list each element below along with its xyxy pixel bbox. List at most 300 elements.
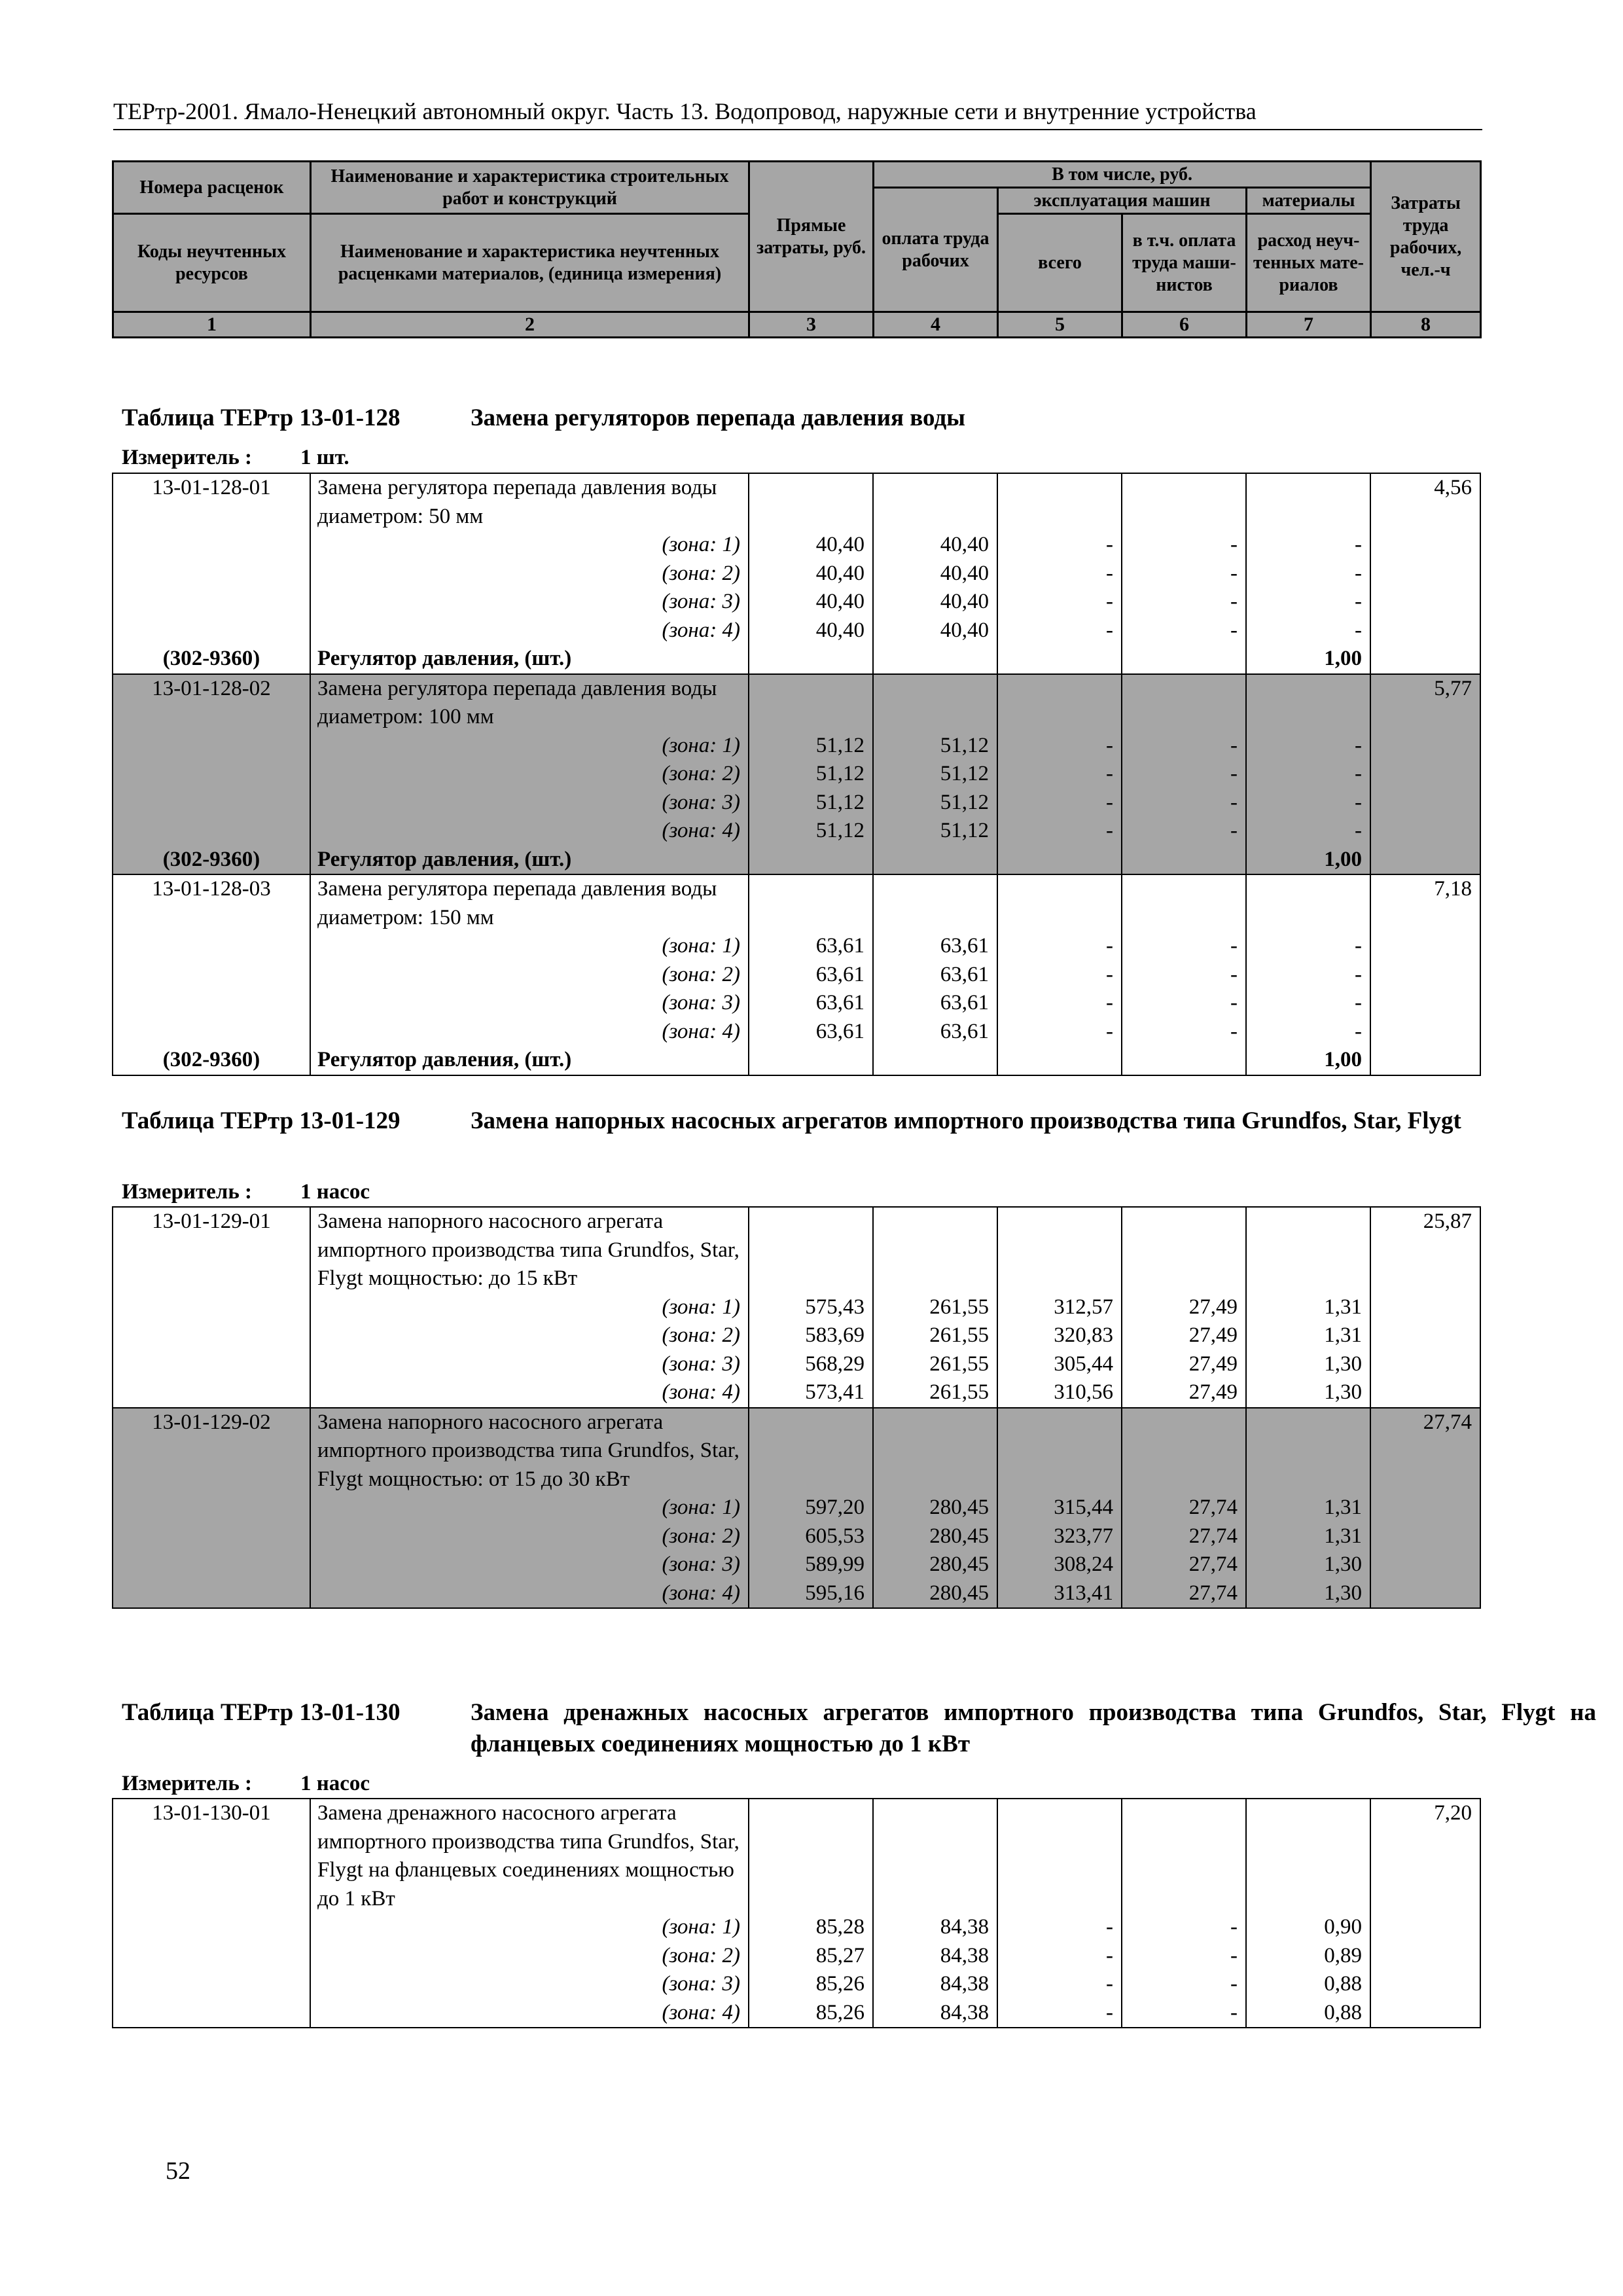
zone-label: (зона: 3): [310, 1350, 749, 1379]
col-number: 2: [311, 312, 749, 338]
empty-cell: [113, 1293, 310, 1322]
zone-row: [113, 560, 1480, 588]
empty-cell: [1370, 1579, 1480, 1609]
direct-cost: 63,61: [749, 989, 873, 1018]
zone-row: [113, 1350, 1480, 1379]
rate-row: [113, 674, 1480, 732]
worker-wages: 40,40: [873, 560, 997, 588]
labor-cost: 25,87: [1370, 1207, 1480, 1293]
table-id: Таблица ТЕРтр 13-01-128: [122, 404, 401, 431]
col4-header: оплата труда рабочих: [874, 188, 998, 312]
machines-total: 310,56: [997, 1378, 1122, 1408]
machinist-wages: -: [1122, 1999, 1246, 2028]
table-name: Замена дренажных насосных агрегатов импортного производства типа Grundfos, Star, Flygt на фланцевых соединениях мощностью до 1 кВт: [471, 1699, 1596, 1757]
measure-value: 1 насос: [300, 1772, 370, 1795]
machinist-wages: -: [1122, 789, 1246, 817]
materials-cost: -: [1246, 732, 1370, 761]
empty-cell: [1122, 1799, 1246, 1913]
empty-cell: [113, 1913, 310, 1942]
materials-cost: 0,89: [1246, 1942, 1370, 1971]
materials-cost: 1,31: [1246, 1293, 1370, 1322]
empty-cell: [873, 674, 997, 732]
empty-cell: [1370, 1293, 1480, 1322]
measure-unit: [122, 444, 349, 471]
machines-total: -: [997, 1018, 1122, 1047]
materials-cost: 1,30: [1246, 1350, 1370, 1379]
measure-unit: [122, 1179, 370, 1205]
machines-total: 315,44: [997, 1494, 1122, 1522]
direct-cost: 51,12: [749, 732, 873, 761]
direct-cost: 51,12: [749, 789, 873, 817]
zone-label: (зона: 4): [310, 1018, 749, 1047]
zone-label: (зона: 2): [310, 1321, 749, 1350]
worker-wages: 261,55: [873, 1350, 997, 1379]
machines-total: -: [997, 817, 1122, 846]
machines-total: -: [997, 1913, 1122, 1942]
zone-label: (зона: 3): [310, 989, 749, 1018]
zone-row: [113, 732, 1480, 761]
machinist-wages: -: [1122, 588, 1246, 617]
empty-cell: [749, 473, 873, 531]
empty-cell: [997, 874, 1122, 932]
empty-cell: [749, 1207, 873, 1293]
machinist-wages: 27,74: [1122, 1579, 1246, 1609]
machines-total: -: [997, 617, 1122, 645]
direct-cost: 51,12: [749, 760, 873, 789]
resource-name: Регулятор давления, (шт.): [310, 645, 749, 674]
worker-wages: 40,40: [873, 531, 997, 560]
materials-cost: 1,30: [1246, 1378, 1370, 1408]
machinist-wages: 27,49: [1122, 1378, 1246, 1408]
machines-total: -: [997, 789, 1122, 817]
machines-total: 313,41: [997, 1579, 1122, 1609]
resource-row: [113, 846, 1480, 875]
empty-cell: [1370, 1522, 1480, 1551]
materials-cost: 1,31: [1246, 1522, 1370, 1551]
worker-wages: 261,55: [873, 1321, 997, 1350]
direct-cost: 597,20: [749, 1494, 873, 1522]
worker-wages: 280,45: [873, 1551, 997, 1579]
zone-label: (зона: 3): [310, 789, 749, 817]
materials-cost: -: [1246, 789, 1370, 817]
table-id: Таблица ТЕРтр 13-01-130: [122, 1699, 401, 1726]
empty-cell: [113, 932, 310, 961]
direct-cost: 583,69: [749, 1321, 873, 1350]
empty-cell: [1370, 732, 1480, 761]
measure-unit: [122, 1770, 370, 1797]
empty-cell: [873, 1408, 997, 1494]
empty-cell: [113, 531, 310, 560]
col-number: 6: [1122, 312, 1247, 338]
empty-cell: [997, 473, 1122, 531]
page-number: 52: [166, 2157, 190, 2185]
empty-cell: [1370, 645, 1480, 674]
col-number: 4: [874, 312, 998, 338]
empty-cell: [1122, 1046, 1246, 1075]
table-id: Таблица ТЕРтр 13-01-129: [122, 1107, 401, 1134]
zone-label: (зона: 2): [310, 760, 749, 789]
empty-cell: [873, 874, 997, 932]
empty-cell: [1122, 1207, 1246, 1293]
rate-code: 13-01-128-01: [113, 473, 310, 531]
table-name: Замена напорных насосных агрегатов импортного производства типа Grundfos, Star, Flygt: [471, 1107, 1461, 1134]
empty-cell: [113, 817, 310, 846]
materials-cost: 0,88: [1246, 1999, 1370, 2028]
rate-row: [113, 1408, 1480, 1494]
worker-wages: 84,38: [873, 1999, 997, 2028]
measure-value: 1 шт.: [300, 446, 349, 469]
direct-cost: 40,40: [749, 617, 873, 645]
worker-wages: 63,61: [873, 932, 997, 961]
direct-cost: 605,53: [749, 1522, 873, 1551]
direct-cost: 85,27: [749, 1942, 873, 1971]
machines-total: -: [997, 560, 1122, 588]
zone-label: (зона: 3): [310, 1970, 749, 1999]
machines-total: -: [997, 760, 1122, 789]
zone-row: [113, 1321, 1480, 1350]
materials-cost: 1,31: [1246, 1494, 1370, 1522]
machinist-wages: -: [1122, 1970, 1246, 1999]
resource-quantity: 1,00: [1246, 846, 1370, 875]
machinist-wages: 27,49: [1122, 1321, 1246, 1350]
resource-quantity: 1,00: [1246, 1046, 1370, 1075]
col5-header: всего: [998, 214, 1122, 312]
empty-cell: [749, 645, 873, 674]
labor-cost: 7,20: [1370, 1799, 1480, 1913]
machines-total: 323,77: [997, 1522, 1122, 1551]
resource-row: [113, 645, 1480, 674]
empty-cell: [1370, 1999, 1480, 2028]
direct-cost: 589,99: [749, 1551, 873, 1579]
empty-cell: [749, 674, 873, 732]
empty-cell: [1122, 874, 1246, 932]
materials-cost: -: [1246, 932, 1370, 961]
empty-cell: [873, 645, 997, 674]
materials-header: материалы: [1247, 188, 1371, 214]
materials-cost: 1,30: [1246, 1579, 1370, 1609]
col-number: 1: [113, 312, 311, 338]
col-number: 5: [998, 312, 1122, 338]
empty-cell: [1370, 789, 1480, 817]
zone-row: [113, 531, 1480, 560]
machines-header: эксплуатация машин: [998, 188, 1247, 214]
machinist-wages: -: [1122, 617, 1246, 645]
direct-cost: 85,28: [749, 1913, 873, 1942]
resource-code: (302-9360): [113, 846, 310, 875]
empty-cell: [1370, 1321, 1480, 1350]
machinist-wages: -: [1122, 817, 1246, 846]
zone-label: (зона: 2): [310, 961, 749, 990]
worker-wages: 261,55: [873, 1293, 997, 1322]
empty-cell: [1370, 1018, 1480, 1047]
zone-row: [113, 588, 1480, 617]
machines-total: 312,57: [997, 1293, 1122, 1322]
table-name: Замена регуляторов перепада давления воды: [471, 404, 966, 431]
worker-wages: 261,55: [873, 1378, 997, 1408]
empty-cell: [113, 1551, 310, 1579]
machinist-wages: -: [1122, 1018, 1246, 1047]
machinist-wages: -: [1122, 1913, 1246, 1942]
zone-label: (зона: 4): [310, 1999, 749, 2028]
materials-cost: -: [1246, 531, 1370, 560]
empty-cell: [1246, 674, 1370, 732]
resource-name: Регулятор давления, (шт.): [310, 1046, 749, 1075]
resource-quantity: 1,00: [1246, 645, 1370, 674]
empty-cell: [113, 560, 310, 588]
rate-row: [113, 1799, 1480, 1913]
worker-wages: 51,12: [873, 817, 997, 846]
direct-cost: 568,29: [749, 1350, 873, 1379]
worker-wages: 51,12: [873, 789, 997, 817]
direct-cost: 85,26: [749, 1970, 873, 1999]
zone-label: (зона: 1): [310, 531, 749, 560]
empty-cell: [1370, 961, 1480, 990]
empty-cell: [113, 961, 310, 990]
zone-label: (зона: 1): [310, 1293, 749, 1322]
empty-cell: [749, 1408, 873, 1494]
zone-row: [113, 961, 1480, 990]
empty-cell: [1370, 531, 1480, 560]
empty-cell: [873, 1207, 997, 1293]
worker-wages: 40,40: [873, 617, 997, 645]
empty-cell: [113, 1018, 310, 1047]
resource-row: [113, 1046, 1480, 1075]
header-rule: [113, 129, 1482, 130]
machinist-wages: -: [1122, 732, 1246, 761]
machinist-wages: 27,49: [1122, 1350, 1246, 1379]
empty-cell: [997, 1207, 1122, 1293]
empty-cell: [997, 1408, 1122, 1494]
machinist-wages: 27,74: [1122, 1494, 1246, 1522]
zone-label: (зона: 1): [310, 1494, 749, 1522]
empty-cell: [873, 473, 997, 531]
empty-cell: [1370, 1551, 1480, 1579]
zone-row: [113, 1522, 1480, 1551]
empty-cell: [113, 1522, 310, 1551]
rate-code: 13-01-128-02: [113, 674, 310, 732]
zone-label: (зона: 4): [310, 1378, 749, 1408]
materials-cost: -: [1246, 588, 1370, 617]
empty-cell: [113, 989, 310, 1018]
rates-table: [112, 1206, 1481, 1609]
empty-cell: [1246, 1207, 1370, 1293]
empty-cell: [749, 1799, 873, 1913]
empty-cell: [1122, 846, 1246, 875]
zone-row: [113, 1293, 1480, 1322]
col2-bottom-header: Наименование и характеристика неучтенных расценками материалов, (единица измерения): [311, 214, 749, 312]
direct-cost: 51,12: [749, 817, 873, 846]
materials-cost: -: [1246, 617, 1370, 645]
zone-label: (зона: 2): [310, 560, 749, 588]
empty-cell: [997, 1046, 1122, 1075]
empty-cell: [1370, 1046, 1480, 1075]
rate-description: Замена регулятора перепада давления воды диаметром: 50 мм: [310, 473, 749, 531]
rates-table: [112, 473, 1481, 1076]
empty-cell: [113, 1350, 310, 1379]
worker-wages: 63,61: [873, 989, 997, 1018]
machines-total: -: [997, 732, 1122, 761]
zone-row: [113, 1378, 1480, 1408]
empty-cell: [1370, 1942, 1480, 1971]
empty-cell: [1370, 1913, 1480, 1942]
measure-value: 1 насос: [300, 1180, 370, 1204]
resource-name: Регулятор давления, (шт.): [310, 846, 749, 875]
machines-total: -: [997, 1999, 1122, 2028]
materials-cost: -: [1246, 760, 1370, 789]
materials-cost: 0,90: [1246, 1913, 1370, 1942]
rates-table: [112, 1798, 1481, 2028]
zone-label: (зона: 1): [310, 1913, 749, 1942]
empty-cell: [1370, 560, 1480, 588]
empty-cell: [113, 588, 310, 617]
empty-cell: [997, 674, 1122, 732]
empty-cell: [113, 1321, 310, 1350]
worker-wages: 84,38: [873, 1913, 997, 1942]
machinist-wages: -: [1122, 989, 1246, 1018]
zone-label: (зона: 1): [310, 932, 749, 961]
empty-cell: [1246, 1408, 1370, 1494]
machines-total: -: [997, 1942, 1122, 1971]
worker-wages: 63,61: [873, 961, 997, 990]
empty-cell: [1370, 989, 1480, 1018]
col2-top-header: Наименование и характеристика строительных работ и конструкций: [311, 162, 749, 214]
empty-cell: [113, 617, 310, 645]
col8-header: Затраты труда рабочих, чел.-ч: [1371, 162, 1481, 312]
zone-row: [113, 1999, 1480, 2028]
direct-cost: 575,43: [749, 1293, 873, 1322]
rate-row: [113, 1207, 1480, 1293]
col-number: 3: [749, 312, 874, 338]
direct-cost: 40,40: [749, 588, 873, 617]
empty-cell: [1246, 473, 1370, 531]
zone-label: (зона: 4): [310, 817, 749, 846]
empty-cell: [1370, 817, 1480, 846]
col1-top-header: Номера расценок: [113, 162, 311, 214]
worker-wages: 84,38: [873, 1970, 997, 1999]
machines-total: 305,44: [997, 1350, 1122, 1379]
empty-cell: [1370, 760, 1480, 789]
machines-total: -: [997, 989, 1122, 1018]
direct-cost: 40,40: [749, 531, 873, 560]
measure-label: Измеритель :: [122, 1772, 253, 1795]
zone-label: (зона: 1): [310, 732, 749, 761]
empty-cell: [873, 846, 997, 875]
column-header-table: [112, 160, 1482, 338]
direct-cost: 63,61: [749, 1018, 873, 1047]
empty-cell: [1370, 1378, 1480, 1408]
machinist-wages: -: [1122, 760, 1246, 789]
direct-cost: 595,16: [749, 1579, 873, 1609]
resource-code: (302-9360): [113, 645, 310, 674]
rate-description: Замена напорного насосного агрегата импортного производства типа Grundfos, Star, Flygt мощностью: до 15 кВт: [310, 1207, 749, 1293]
empty-cell: [1246, 874, 1370, 932]
rate-description: Замена регулятора перепада давления воды диаметром: 150 мм: [310, 874, 749, 932]
labor-cost: 4,56: [1370, 473, 1480, 531]
zone-row: [113, 1551, 1480, 1579]
worker-wages: 63,61: [873, 1018, 997, 1047]
empty-cell: [113, 1999, 310, 2028]
empty-cell: [749, 874, 873, 932]
worker-wages: 280,45: [873, 1494, 997, 1522]
empty-cell: [997, 846, 1122, 875]
empty-cell: [1122, 473, 1246, 531]
materials-cost: 1,30: [1246, 1551, 1370, 1579]
materials-cost: 0,88: [1246, 1970, 1370, 1999]
empty-cell: [749, 846, 873, 875]
zone-row: [113, 789, 1480, 817]
empty-cell: [113, 1494, 310, 1522]
direct-cost: 63,61: [749, 932, 873, 961]
col3-header: Прямые затраты, руб.: [749, 162, 874, 312]
direct-cost: 40,40: [749, 560, 873, 588]
empty-cell: [1370, 846, 1480, 875]
machines-total: -: [997, 932, 1122, 961]
empty-cell: [113, 1579, 310, 1609]
machines-total: -: [997, 961, 1122, 990]
zone-row: [113, 989, 1480, 1018]
empty-cell: [1122, 645, 1246, 674]
machinist-wages: -: [1122, 531, 1246, 560]
zone-label: (зона: 2): [310, 1942, 749, 1971]
machinist-wages: 27,74: [1122, 1522, 1246, 1551]
machinist-wages: -: [1122, 961, 1246, 990]
direct-cost: 573,41: [749, 1378, 873, 1408]
rate-code: 13-01-128-03: [113, 874, 310, 932]
empty-cell: [873, 1046, 997, 1075]
zone-row: [113, 1942, 1480, 1971]
empty-cell: [997, 645, 1122, 674]
empty-cell: [113, 760, 310, 789]
resource-code: (302-9360): [113, 1046, 310, 1075]
empty-cell: [749, 1046, 873, 1075]
worker-wages: 84,38: [873, 1942, 997, 1971]
materials-cost: -: [1246, 1018, 1370, 1047]
zone-row: [113, 1970, 1480, 1999]
materials-cost: 1,31: [1246, 1321, 1370, 1350]
empty-cell: [1122, 1408, 1246, 1494]
empty-cell: [113, 732, 310, 761]
zone-row: [113, 1018, 1480, 1047]
zone-row: [113, 1494, 1480, 1522]
machines-total: -: [997, 531, 1122, 560]
worker-wages: 51,12: [873, 760, 997, 789]
direct-cost: 63,61: [749, 961, 873, 990]
empty-cell: [1122, 674, 1246, 732]
materials-cost: -: [1246, 961, 1370, 990]
worker-wages: 280,45: [873, 1579, 997, 1609]
col-number: 7: [1247, 312, 1371, 338]
rate-code: 13-01-130-01: [113, 1799, 310, 1913]
zone-row: [113, 932, 1480, 961]
col1-bottom-header: Коды неучтенных ресурсов: [113, 214, 311, 312]
machinist-wages: -: [1122, 1942, 1246, 1971]
rate-code: 13-01-129-01: [113, 1207, 310, 1293]
rate-row: [113, 874, 1480, 932]
empty-cell: [997, 1799, 1122, 1913]
rate-description: Замена регулятора перепада давления воды диаметром: 100 мм: [310, 674, 749, 732]
machinist-wages: -: [1122, 560, 1246, 588]
labor-cost: 7,18: [1370, 874, 1480, 932]
machines-total: 308,24: [997, 1551, 1122, 1579]
rate-code: 13-01-129-02: [113, 1408, 310, 1494]
zone-label: (зона: 3): [310, 1551, 749, 1579]
zone-label: (зона: 4): [310, 617, 749, 645]
machines-total: 320,83: [997, 1321, 1122, 1350]
col-number: 8: [1371, 312, 1481, 338]
zone-row: [113, 817, 1480, 846]
machines-total: -: [997, 588, 1122, 617]
worker-wages: 280,45: [873, 1522, 997, 1551]
